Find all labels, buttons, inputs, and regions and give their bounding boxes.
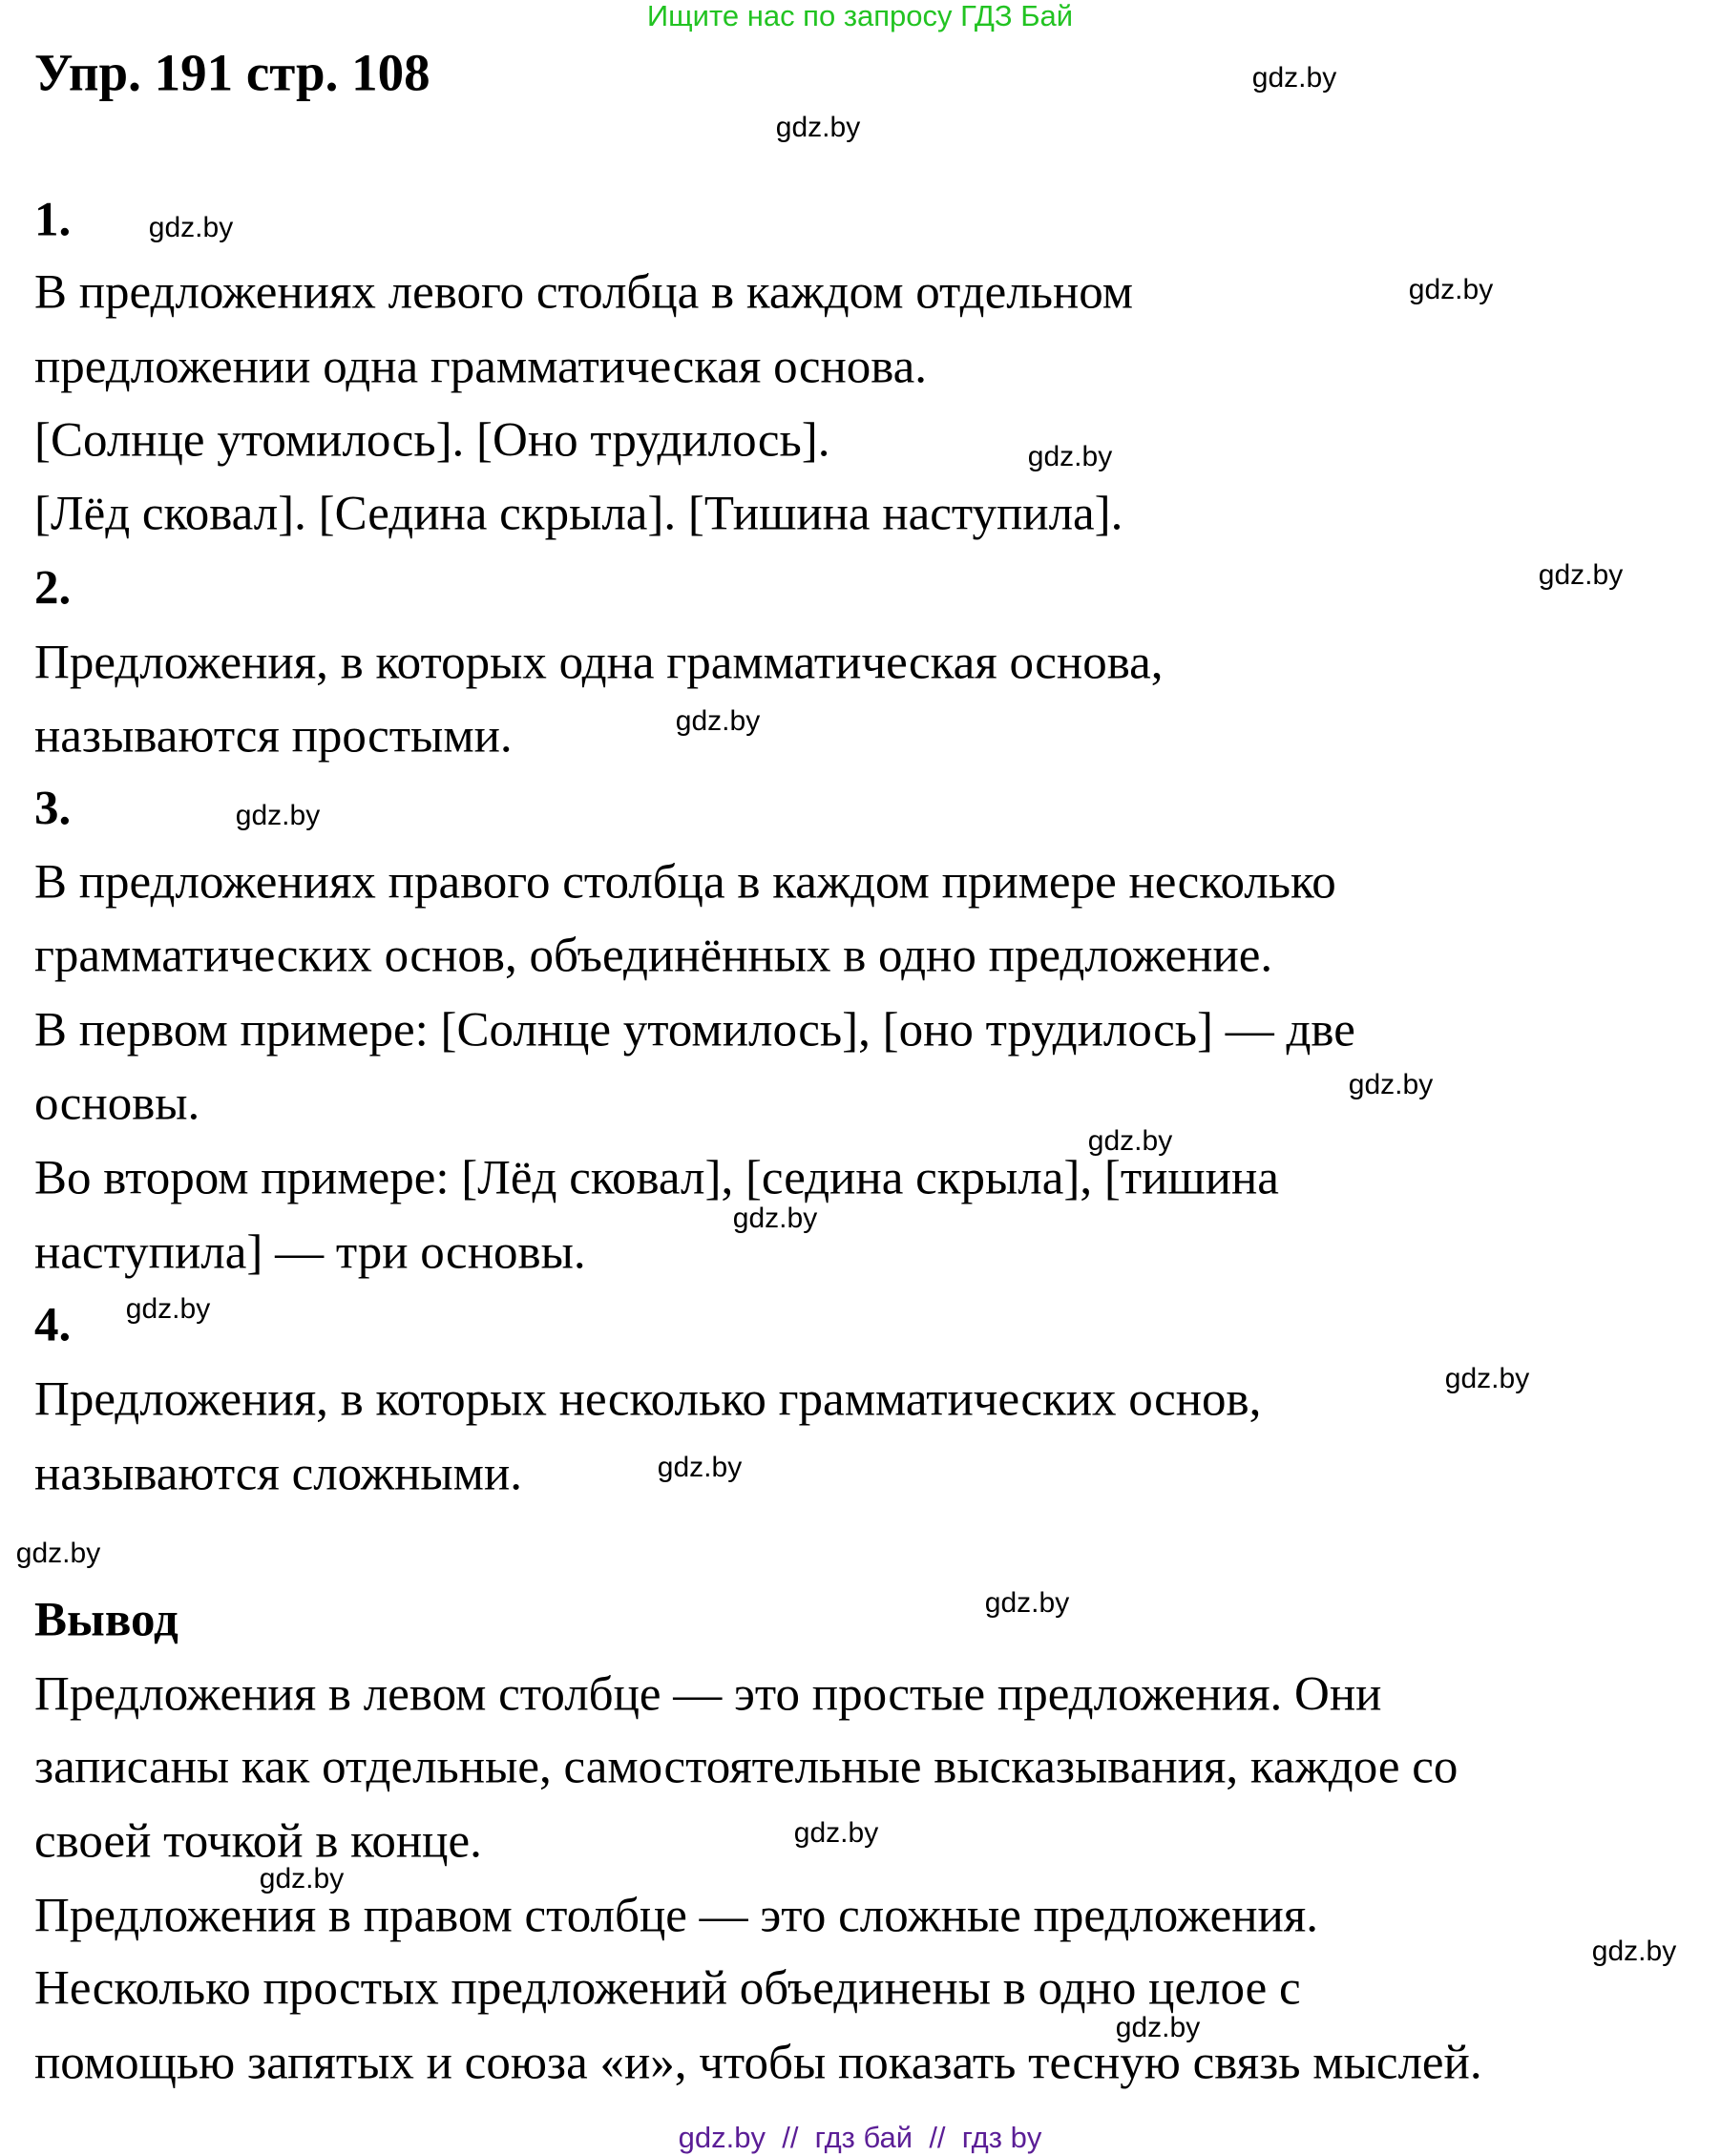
text-line: основы. bbox=[34, 1077, 200, 1131]
text-line: помощью запятых и союза «и», чтобы показать тесную связь мыслей. bbox=[34, 2036, 1482, 2090]
watermark: gdz.by bbox=[793, 1817, 879, 1849]
watermark: gdz.by bbox=[148, 212, 234, 243]
watermark: gdz.by bbox=[1251, 62, 1337, 94]
item-number-2: 2. bbox=[34, 561, 72, 616]
text-line: записаны как отдельные, самостоятельные высказывания, каждое со bbox=[34, 1740, 1459, 1794]
text-line: Предложения в левом столбце — это простые предложения. Они bbox=[34, 1667, 1382, 1722]
watermark: gdz.by bbox=[1348, 1069, 1434, 1100]
watermark: gdz.by bbox=[1115, 2012, 1201, 2043]
watermark: gdz.by bbox=[1538, 559, 1624, 591]
watermark: gdz.by bbox=[675, 705, 761, 737]
text-line: Во втором примере: [Лёд сковал], [седина скрыла], [тишина bbox=[34, 1151, 1279, 1205]
text-line: В предложениях правого столбца в каждом примере несколько bbox=[34, 855, 1336, 910]
text-line: [Лёд сковал]. [Седина скрыла]. [Тишина наступила]. bbox=[34, 487, 1123, 541]
watermark: gdz.by bbox=[732, 1203, 818, 1234]
watermark: gdz.by bbox=[125, 1293, 211, 1325]
text-line: своей точкой в конце. bbox=[34, 1814, 482, 1869]
watermark: gdz.by bbox=[1444, 1363, 1530, 1394]
footer-links: gdz.by // гдз бай // гдз by bbox=[678, 2121, 1042, 2154]
watermark: gdz.by bbox=[984, 1587, 1070, 1619]
text-line: Предложения, в которых несколько грамматических основ, bbox=[34, 1372, 1262, 1427]
page-title: Упр. 191 стр. 108 bbox=[34, 43, 430, 102]
conclusion-heading: Вывод bbox=[34, 1593, 178, 1647]
text-line: грамматических основ, объединённых в одно предложение. bbox=[34, 929, 1273, 983]
text-line: называются простыми. bbox=[34, 709, 513, 764]
item-number-1: 1. bbox=[34, 193, 72, 247]
top-banner: Ищите нас по запросу ГДЗ Бай bbox=[646, 0, 1074, 32]
watermark: gdz.by bbox=[775, 112, 861, 143]
watermark: gdz.by bbox=[1408, 274, 1494, 305]
item-number-4: 4. bbox=[34, 1298, 72, 1352]
text-line: называются сложными. bbox=[34, 1447, 522, 1501]
watermark: gdz.by bbox=[15, 1538, 101, 1569]
watermark: gdz.by bbox=[1087, 1125, 1173, 1157]
text-line: Предложения в правом столбце — это сложные предложения. bbox=[34, 1889, 1319, 1943]
watermark: gdz.by bbox=[1027, 441, 1113, 472]
item-number-3: 3. bbox=[34, 782, 72, 836]
text-line: Предложения, в которых одна грамматическая основа, bbox=[34, 636, 1164, 690]
text-line: Несколько простых предложений объединены в одно целое с bbox=[34, 1961, 1301, 2016]
watermark: gdz.by bbox=[1591, 1936, 1677, 1967]
watermark: gdz.by bbox=[235, 800, 321, 831]
text-line: предложении одна грамматическая основа. bbox=[34, 340, 928, 394]
watermark: gdz.by bbox=[657, 1452, 743, 1483]
watermark: gdz.by bbox=[259, 1863, 345, 1894]
text-line: В предложениях левого столбца в каждом отдельном bbox=[34, 265, 1134, 320]
text-line: [Солнце утомилось]. [Оно трудилось]. bbox=[34, 413, 830, 468]
text-line: наступила] — три основы. bbox=[34, 1225, 586, 1280]
text-line: В первом примере: [Солнце утомилось], [оно трудилось] — две bbox=[34, 1003, 1355, 1057]
